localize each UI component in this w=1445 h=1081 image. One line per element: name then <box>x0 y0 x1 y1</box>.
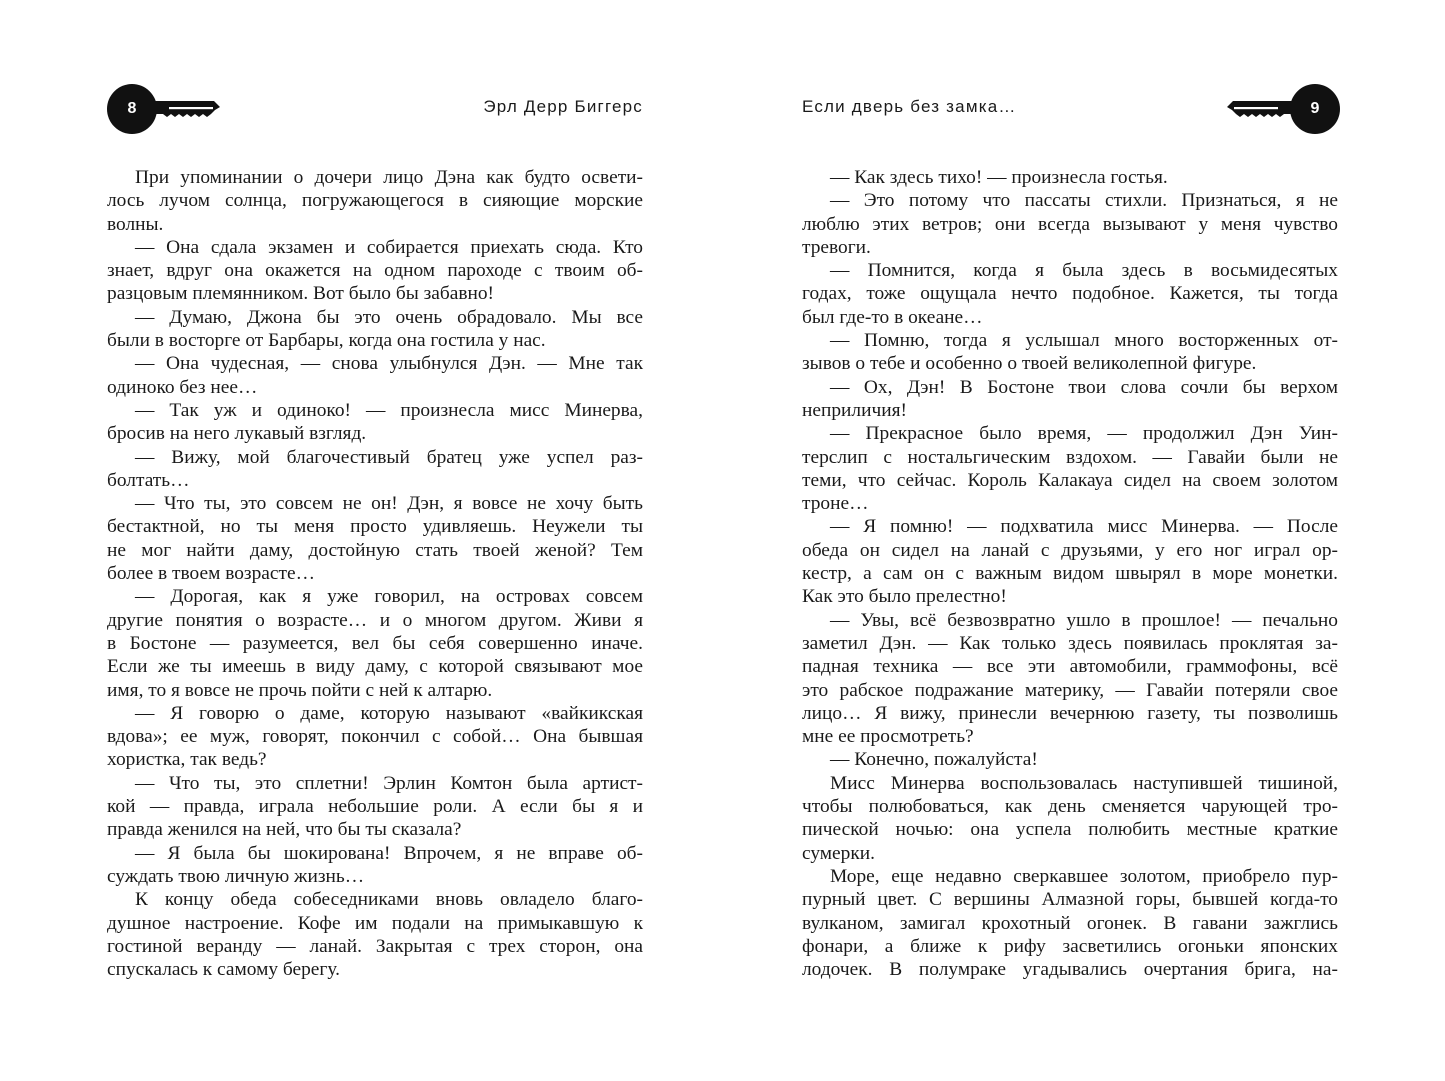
text-line: Мисс Минерва воспользовалась наступившей тишиной, <box>830 772 1338 794</box>
text-line: чтобы полюбоваться, как день сменяется чарующей тро- <box>802 796 1338 818</box>
text-line: тревоги. <box>802 236 871 258</box>
text-line: другие понятия о возрасте… и о многом другом. Живи я <box>107 609 643 631</box>
right-page-body <box>802 166 1338 981</box>
text-line: имя, то я вовсе не прочь пойти с ней к алтарю. <box>107 679 493 701</box>
text-line: — Думаю, Джона бы это очень обрадовало. Мы все <box>135 306 643 328</box>
text-line: — Что ты, это совсем не он! Дэн, я вовсе не хочу быть <box>135 493 643 515</box>
text-line: сумерки. <box>802 842 876 864</box>
text-line: — Помнится, когда я была здесь в восьмидесятых <box>830 260 1338 282</box>
text-line: обеда он сидел на ланай с друзьями, у его ног играл ор- <box>802 539 1338 561</box>
text-line: не мог найти даму, достойную стать твоей женой? Тем <box>107 539 643 561</box>
text-line: более в твоем возрасте… <box>107 563 315 585</box>
text-line: При упоминании о дочери лицо Дэна как будто освети- <box>135 167 643 188</box>
text-line: суждать твою личную жизнь… <box>107 865 365 887</box>
text-line: — Я была бы шокирована! Впрочем, я не вправе об- <box>135 842 643 864</box>
text-line: одиноко без нее… <box>107 376 258 398</box>
text-line: лицо… Я вижу, принесли вечернюю газету, ты позволишь <box>802 702 1338 724</box>
text-line: заметил Дэн. — Как только здесь появилась проклятая за- <box>802 632 1338 654</box>
left-page-body <box>107 166 643 981</box>
text-line: спускалась к самому берегу. <box>107 959 340 981</box>
text-line: в Бостоне — разумеется, вел бы себя совершенно иначе. <box>107 632 643 654</box>
text-line: — Прекрасное было время, — продолжил Дэн Уин- <box>830 423 1338 445</box>
text-line: — Я помню! — подхватила мисс Минерва. — После <box>830 516 1338 538</box>
text-line: К концу обеда собеседниками вновь овладело благо- <box>135 889 643 911</box>
text-line: был где-то в океане… <box>802 306 983 328</box>
page-number: 8 <box>127 100 137 117</box>
text-line: терслип с ностальгическим вздохом. — Гавайи были не <box>802 446 1338 468</box>
key-icon <box>1225 84 1340 134</box>
text-line: хористка, так ведь? <box>107 749 267 771</box>
text-line: падная техника — все эти автомобили, граммофоны, всё <box>802 656 1338 678</box>
text-line: мне ее просмотреть? <box>802 726 974 748</box>
text-line: — Я говорю о даме, которую называют «вайкикская <box>135 702 643 724</box>
text-line: Как это было прелестно! <box>802 586 1007 608</box>
text-line: вулканом, замигал крохотный огонек. В гавани зажглись <box>802 912 1338 934</box>
text-line: пической ночью: она успела полюбить местные краткие <box>802 819 1338 841</box>
text-line: были в восторге от Барбары, когда она гостила у нас. <box>107 330 546 352</box>
text-line: неприличия! <box>802 399 907 421</box>
text-line: Если же ты имеешь в виду даму, с которой связывают мое <box>107 656 643 678</box>
text-line: пурный цвет. С вершины Алмазной горы, бывшей когда-то <box>802 889 1338 911</box>
text-line: — Дорогая, как я уже говорил, на островах совсем <box>135 586 643 608</box>
text-line: люблю этих ветров; они всегда вызывают у меня чувство <box>802 213 1338 235</box>
text-line: знает, вдруг она окажется на одном пароходе с твоим об- <box>107 260 643 282</box>
text-line: правда женился на ней, что бы ты сказала? <box>107 819 462 841</box>
text-line: — Вижу, мой благочестивый братец уже успел раз- <box>135 446 643 468</box>
running-head-title: Если дверь без замка… <box>802 97 1017 116</box>
text-line: болтать… <box>107 469 190 491</box>
page-number: 9 <box>1310 100 1320 117</box>
text-line: — Помню, тогда я услышал много восторженных от- <box>830 330 1338 352</box>
text-line: — Конечно, пожалуйста! <box>830 749 1038 771</box>
text-line: разцовым племянником. Вот было бы забавно! <box>107 283 495 305</box>
text-line: вдова»; ее муж, говорят, покончил с собой… Она бывшая <box>107 726 643 748</box>
left-page-header <box>0 84 722 134</box>
text-line: — Она сдала экзамен и собирается приехать сюда. Кто <box>135 236 643 258</box>
text-line: — Так уж и одиноко! — произнесла мисс Минерва, <box>135 399 643 421</box>
text-line: — Увы, всё безвозвратно ушло в прошлое! — печально <box>830 609 1338 631</box>
text-line: бросив на него лукавый взгляд. <box>107 423 367 445</box>
text-line: кестр, а сам он с важным видом швырял в море монетки. <box>802 563 1338 585</box>
text-line: зывов о тебе и особенно о твоей великолепной фигуре. <box>802 353 1257 375</box>
text-line: теми, что сейчас. Король Калакауа сидел на своем золотом <box>802 469 1338 491</box>
text-line: — Что ты, это сплетни! Эрлин Комтон была артист- <box>135 772 643 794</box>
text-line: душное настроение. Кофе им подали на примыкавшую к <box>107 912 643 934</box>
text-line: волны. <box>107 213 164 235</box>
text-line: Море, еще недавно сверкавшее золотом, приобрело пур- <box>830 865 1338 887</box>
text-line: кой — правда, играла небольшие роли. А если бы я и <box>107 796 643 818</box>
text-line: гостиной веранду — ланай. Закрытая с трех сторон, она <box>107 935 643 957</box>
text-line: бестактной, но ты меня просто удивляешь. Неужели ты <box>107 516 643 538</box>
text-line: фонари, а ближе к рифу засветились огоньки японских <box>802 935 1338 957</box>
text-line: — Ох, Дэн! В Бостоне твои слова сочли бы верхом <box>830 376 1338 398</box>
text-line: лось лучом солнца, погружающегося в сияющие морские <box>107 190 643 212</box>
text-line: годах, тоже ощущала нечто подобное. Кажется, ты тогда <box>802 283 1338 305</box>
right-page <box>723 0 1445 1081</box>
text-line: троне… <box>802 493 869 515</box>
text-line: — Это потому что пассаты стихли. Признаться, я не <box>830 190 1338 212</box>
left-page <box>0 0 722 1081</box>
text-line: — Как здесь тихо! — произнесла гостья. <box>830 167 1168 188</box>
text-line: — Она чудесная, — снова улыбнулся Дэн. — Мне так <box>135 353 643 375</box>
right-page-header <box>723 84 1445 134</box>
key-icon <box>107 84 222 134</box>
text-line: лодочек. В полумраке угадывались очертания брига, на- <box>802 959 1338 981</box>
text-line: это рабское подражание материку, — Гавайи потеряли свое <box>802 679 1338 701</box>
running-head-author: Эрл Дерр Биггерс <box>483 97 643 116</box>
